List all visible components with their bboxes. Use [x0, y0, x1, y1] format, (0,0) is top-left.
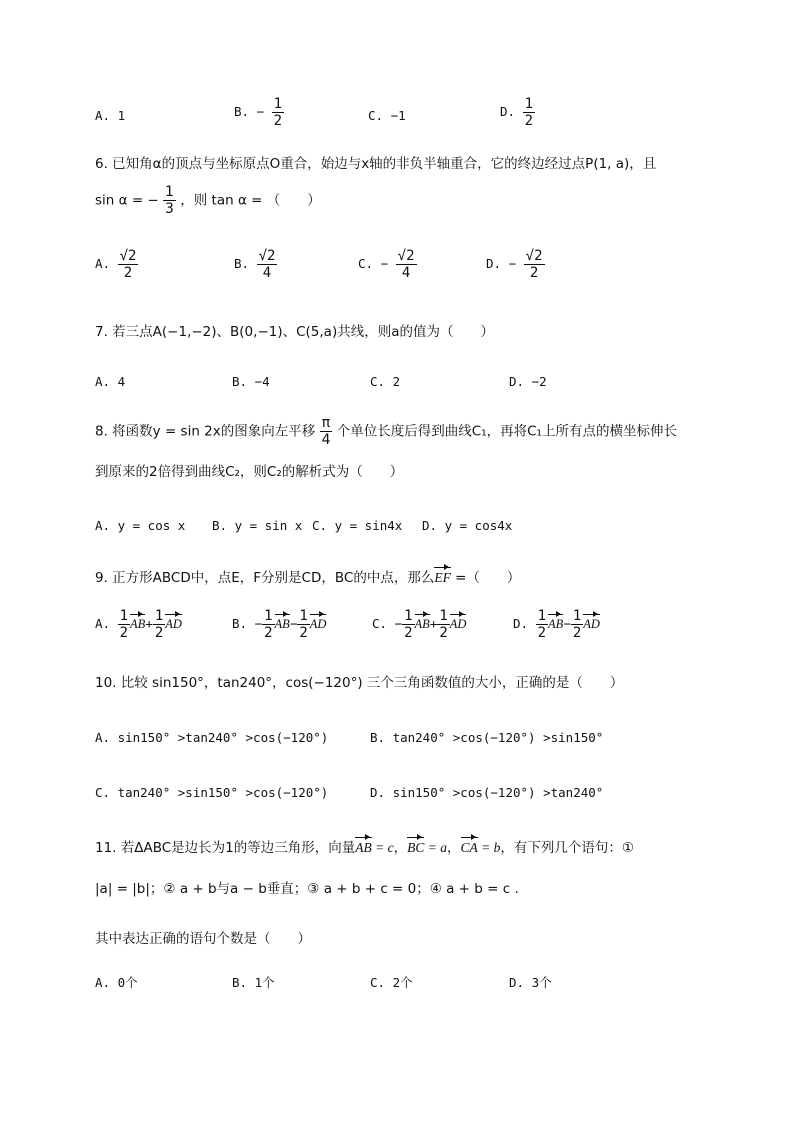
numerator: 1: [165, 184, 174, 200]
fraction: [396, 248, 417, 281]
vector-ef: EF: [434, 570, 451, 585]
q10-stem: 10. 比较 sin150°，tan240°，cos(−120°) 三个三角函数值的大小，正确的是（ ）: [95, 675, 624, 691]
q11-eq-c: = c: [371, 840, 394, 855]
option-label: B.: [234, 256, 250, 271]
option-label: D. −: [486, 256, 517, 271]
q8-option-a[interactable]: A. y = cos x: [95, 518, 186, 533]
fraction: [163, 184, 176, 217]
fraction: [257, 248, 278, 281]
q11-eq-b: = b: [477, 840, 501, 855]
vector-ab: AB: [130, 617, 146, 631]
operator: +: [429, 616, 438, 631]
fraction: [118, 608, 130, 641]
vector-ad: AD: [309, 617, 327, 631]
fraction: [297, 608, 309, 641]
q8-stem-line2: 到原来的2倍得到曲线C₂，则C₂的解析式为（ ）: [95, 464, 404, 480]
q5-option-b-label: B. −: [234, 104, 265, 119]
q8-option-b[interactable]: B. y = sin x: [212, 518, 303, 533]
q7-option-b[interactable]: B. −4: [232, 374, 270, 389]
q11-text-b: ，有下列几个语句：①: [500, 840, 635, 856]
vector-ad: AD: [165, 617, 182, 631]
denominator: 2: [524, 264, 545, 281]
q11-option-c[interactable]: C. 2个: [370, 975, 413, 990]
q9-option-d[interactable]: [513, 608, 600, 641]
denominator: 4: [257, 264, 278, 281]
numerator: 1: [404, 608, 413, 624]
q6-question: ，则 tan α = （ ）: [180, 192, 321, 209]
q6-option-d[interactable]: [486, 248, 545, 281]
q6-stem-line2: [95, 184, 321, 217]
numerator: 1: [264, 608, 273, 624]
denominator: 2: [264, 625, 273, 641]
q7-option-d[interactable]: D. −2: [509, 374, 547, 389]
vector-bc: BC: [407, 840, 425, 855]
denominator: 2: [154, 625, 164, 641]
q9-stem: [95, 571, 520, 586]
vector-ad: AD: [583, 617, 600, 631]
numerator: 1: [119, 608, 129, 624]
q11-option-d[interactable]: D. 3个: [509, 975, 552, 990]
denominator: 3: [165, 201, 174, 217]
fraction: [153, 608, 165, 641]
denominator: 2: [572, 625, 582, 641]
q7-stem: 7. 若三点A(−1,−2)、B(0,−1)、C(5,a)共线，则a的值为（ ）: [95, 324, 494, 340]
q5-option-d-label: D.: [500, 104, 516, 119]
vector-ab: AB: [355, 840, 372, 855]
q8-stem-line1: [95, 415, 677, 448]
q10-option-b[interactable]: B. tan240° >cos(−120°) >sin150°: [370, 730, 604, 745]
q10-option-a[interactable]: A. sin150° >tan240° >cos(−120°): [95, 730, 329, 745]
q11-stem-line1: [95, 841, 634, 856]
numerator: √2: [525, 248, 543, 264]
vector-ab: AB: [274, 617, 290, 631]
denominator: 4: [396, 264, 417, 281]
numerator: π: [321, 415, 331, 431]
q9-option-c[interactable]: [372, 608, 466, 641]
option-label: C. −: [372, 616, 403, 631]
numerator: 1: [524, 96, 534, 112]
q5-option-d[interactable]: [500, 96, 535, 129]
separator: ，: [393, 840, 408, 856]
fraction: [320, 415, 333, 448]
numerator: 1: [537, 608, 547, 624]
fraction: [571, 608, 583, 641]
q11-stem-line3: 其中表达正确的语句个数是（ ）: [95, 931, 311, 947]
q8-text-b: 个单位长度后得到曲线C₁，再将C₁上所有点的横坐标伸长: [336, 423, 677, 440]
q6-sin-expr: sin α = −: [95, 192, 159, 209]
denominator: 2: [404, 625, 413, 641]
q11-stem-line2: |a| = |b|；② a + b与a − b垂直；③ a + b + c = 0；④ a + b = c .: [95, 881, 519, 897]
q5-option-b[interactable]: [234, 96, 284, 129]
q10-option-c[interactable]: C. tan240° >sin150° >cos(−120°): [95, 785, 329, 800]
q7-option-a[interactable]: A. 4: [95, 374, 126, 389]
denominator: 4: [321, 432, 331, 448]
vector-ad: AD: [449, 617, 467, 631]
q9-option-b[interactable]: [232, 608, 326, 641]
numerator: 1: [154, 608, 164, 624]
option-label: B. −: [232, 616, 263, 631]
q11-eq-a: = a: [424, 840, 448, 855]
denominator: 2: [439, 625, 448, 641]
fraction: [536, 608, 548, 641]
numerator: √2: [258, 248, 276, 264]
denominator: 2: [537, 625, 547, 641]
fraction: [524, 248, 545, 281]
q8-text-a: 8. 将函数y = sin 2x的图象向左平移: [95, 423, 316, 440]
q6-option-c[interactable]: [358, 248, 417, 281]
q11-option-a[interactable]: A. 0个: [95, 975, 138, 990]
option-label: A.: [95, 256, 111, 271]
numerator: √2: [397, 248, 415, 264]
q6-stem-line1: 6. 已知角α的顶点与坐标原点O重合，始边与x轴的非负半轴重合，它的终边经过点P(1, a)，且: [95, 156, 657, 172]
q5-option-a[interactable]: A. 1: [95, 108, 126, 123]
numerator: 1: [273, 96, 283, 112]
q5-option-c[interactable]: C. −1: [368, 108, 406, 123]
option-label: D.: [513, 616, 529, 631]
denominator: 2: [119, 625, 129, 641]
q11-option-b[interactable]: B. 1个: [232, 975, 275, 990]
denominator: 2: [299, 625, 308, 641]
q8-option-d[interactable]: D. y = cos4x: [422, 518, 513, 533]
q7-option-c[interactable]: C. 2: [370, 374, 401, 389]
fraction: [262, 608, 274, 641]
numerator: 1: [439, 608, 448, 624]
denominator: 2: [524, 113, 534, 129]
denominator: 2: [273, 113, 283, 129]
separator: ，: [447, 840, 461, 856]
numerator: 1: [572, 608, 582, 624]
operator: +: [145, 616, 153, 631]
q6-option-b[interactable]: [234, 248, 277, 281]
vector-ca: CA: [460, 840, 478, 855]
q9-text: 9. 正方形ABCD中，点E，F分别是CD，BC的中点，那么: [95, 570, 435, 586]
option-label: C. −: [358, 256, 389, 271]
vector-ab: AB: [414, 617, 430, 631]
denominator: 2: [118, 264, 139, 281]
operator: −: [563, 616, 571, 631]
q9-question: =（ ）: [450, 570, 521, 586]
q10-option-d[interactable]: D. sin150° >cos(−120°) >tan240°: [370, 785, 604, 800]
fraction: [118, 248, 139, 281]
fraction: [437, 608, 449, 641]
q8-option-c[interactable]: C. y = sin4x: [312, 518, 403, 533]
fraction: [402, 608, 414, 641]
vector-ab: AB: [548, 617, 564, 631]
fraction: [272, 96, 284, 129]
q11-text-a: 11. 若ΔABC是边长为1的等边三角形，向量: [95, 840, 356, 856]
option-label: A.: [95, 616, 111, 631]
numerator: √2: [119, 248, 137, 264]
q6-option-a[interactable]: [95, 248, 138, 281]
numerator: 1: [299, 608, 308, 624]
operator: −: [289, 616, 298, 631]
q9-option-a[interactable]: [95, 608, 182, 641]
fraction: [523, 96, 535, 129]
